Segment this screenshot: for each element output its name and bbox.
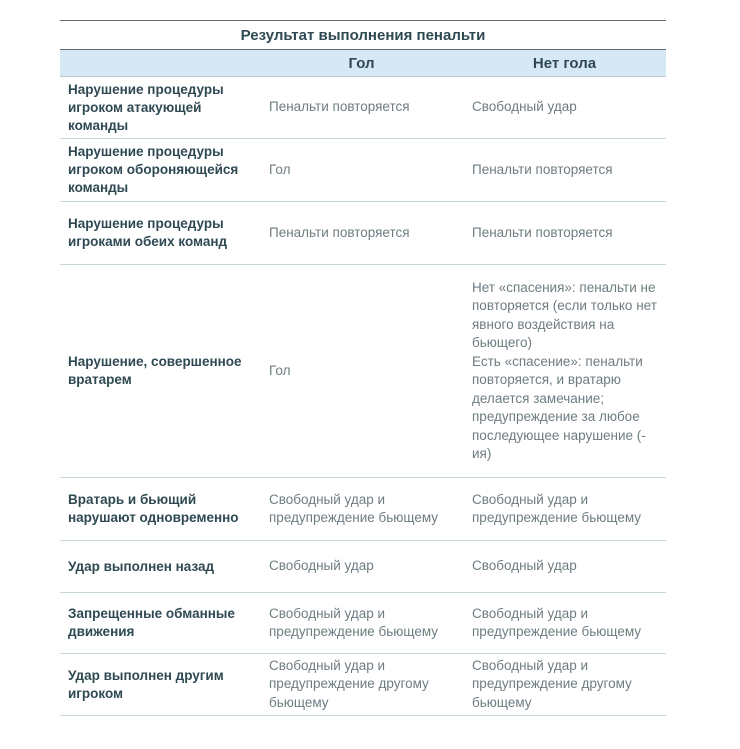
- penalty-outcome-table: [60, 20, 666, 716]
- goal-outcome-cell: Свободный удар: [269, 558, 374, 574]
- no-goal-outcome-cell: Свободный удар и предупреждение бьющему: [472, 605, 642, 639]
- no-goal-outcome-cell: Пенальти повторяется: [472, 161, 613, 177]
- no-goal-outcome-cell: Свободный удар и предупреждение бьющему: [472, 491, 642, 525]
- table-header-row: [60, 50, 666, 77]
- header-no-goal: Нет гола: [532, 54, 597, 72]
- table-row: [60, 478, 666, 541]
- goal-outcome-cell: Гол: [269, 161, 291, 177]
- no-goal-outcome-cell: Свободный удар и предупреждение другому бьющему: [472, 657, 632, 710]
- no-goal-outcome-cell: Пенальти повторяется: [472, 224, 613, 240]
- table-row: [60, 77, 666, 139]
- header-goal: Гол: [348, 54, 375, 72]
- goal-outcome-cell: Пенальти повторяется: [269, 224, 410, 240]
- violation-cell: Нарушение процедуры игроком обороняющейся команды: [68, 144, 239, 195]
- violation-cell: Запрещенные обманные движения: [68, 606, 235, 639]
- goal-outcome-cell: Пенальти повторяется: [269, 99, 410, 115]
- violation-cell: Вратарь и бьющий нарушают одновременно: [68, 492, 239, 525]
- header-empty-cell: [60, 50, 260, 76]
- table-row: [60, 202, 666, 265]
- violation-cell: Нарушение процедуры игроком атакующей команды: [68, 81, 224, 133]
- violation-cell: Нарушение, совершенное вратарем: [68, 354, 242, 387]
- goal-outcome-cell: Гол: [269, 362, 291, 378]
- violation-cell: Удар выполнен другим игроком: [68, 667, 224, 701]
- table-row: [60, 541, 666, 593]
- violation-cell: Удар выполнен назад: [68, 558, 215, 574]
- no-goal-outcome-cell: Свободный удар: [472, 99, 577, 115]
- table-title-text: Результат выполнения пенальти: [240, 26, 486, 44]
- table-row: [60, 654, 666, 716]
- table-title: [60, 20, 666, 50]
- goal-outcome-cell: Свободный удар и предупреждение бьющему: [269, 605, 439, 639]
- table-row: [60, 139, 666, 202]
- goal-outcome-cell: Свободный удар и предупреждение бьющему: [269, 491, 439, 525]
- no-goal-outcome-cell: Нет «спасения»: пенальти не повторяется (если только нет явного воздействия на бьющего) Есть «спасение»: пенальти повторяется, и вратарю делается замечание; предупреждение за любое последующее нарушение (-ия): [472, 279, 657, 461]
- table-row: [60, 593, 666, 654]
- no-goal-outcome-cell: Свободный удар: [472, 558, 577, 574]
- goal-outcome-cell: Свободный удар и предупреждение другому бьющему: [269, 657, 429, 710]
- table-row: [60, 265, 666, 478]
- violation-cell: Нарушение процедуры игроками обеих команд: [68, 216, 228, 249]
